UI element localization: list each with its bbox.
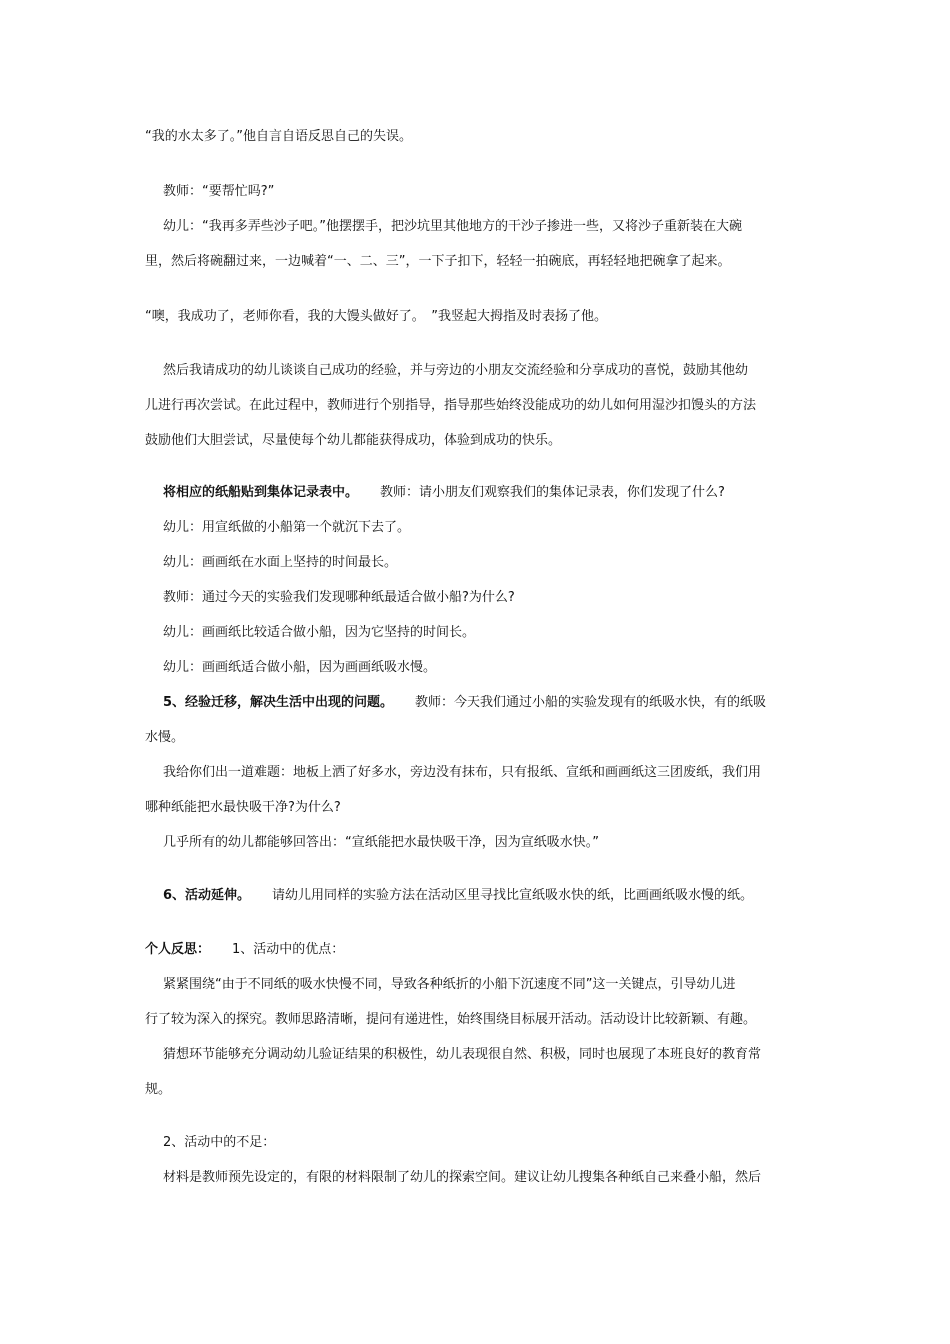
section-heading: 将相应的纸船贴到集体记录表中。 [163,485,359,500]
paragraph-line [163,887,813,905]
section-text: 请幼儿用同样的实验方法在活动区里寻找比宣纸吸水快的纸，比画画纸吸水慢的纸。 [272,888,754,903]
paragraph-line: 教师：通过今天的实验我们发现哪种纸最适合做小船?为什么? [163,590,515,605]
paragraph-line: 然后我请成功的幼儿谈谈自己成功的经验，并与旁边的小朋友交流经验和分享成功的喜悦，鼓励其他幼 [163,363,749,378]
section-heading: 5、经验迁移，解决生活中出现的问题。 [163,695,394,710]
paragraph-line: 幼儿：画画纸比较适合做小船，因为它坚持的时间长。 [163,625,476,640]
paragraph-line: 幼儿：“我再多弄些沙子吧。”他摆摆手，把沙坑里其他地方的干沙子掺进一些，又将沙子重新装在大碗 [163,219,742,234]
paragraph-line: 儿进行再次尝试。在此过程中，教师进行个别指导，指导那些始终没能成功的幼儿如何用湿沙扣馒头的方法 [145,398,757,413]
paragraph-line: 2、活动中的不足： [163,1135,276,1150]
paragraph-line [163,694,813,712]
paragraph-line [145,941,815,959]
paragraph-line: “噢，我成功了，老师你看，我的大馒头做好了。 ”我竖起大拇指及时表扬了他。 [145,309,607,324]
section-text: 教师：今天我们通过小船的实验发现有的纸吸水快，有的纸吸 [415,695,767,710]
section-text: 1、活动中的优点： [232,942,345,957]
section-heading: 个人反思： [145,942,211,957]
paragraph-line: 我给你们出一道难题：地板上洒了好多水，旁边没有抹布，只有报纸、宣纸和画画纸这三团废纸，我们用 [163,765,762,780]
paragraph-line: 鼓励他们大胆尝试，尽量使每个幼儿都能获得成功，体验到成功的快乐。 [145,433,562,448]
section-heading: 6、活动延伸。 [163,888,251,903]
paragraph-line: 水慢。 [145,730,185,745]
paragraph-line: 幼儿：画画纸适合做小船，因为画画纸吸水慢。 [163,660,437,675]
paragraph-line: 幼儿：画画纸在水面上坚持的时间最长。 [163,555,398,570]
paragraph-line [163,484,813,502]
paragraph-line: 里，然后将碗翻过来，一边喊着“一、二、三”，一下子扣下，轻轻一拍碗底，再轻轻地把碗拿了起来。 [145,254,731,269]
paragraph-line: 哪种纸能把水最快吸干净?为什么? [145,800,341,815]
paragraph-line: 几乎所有的幼儿都能够回答出：“宣纸能把水最快吸干净，因为宣纸吸水快。” [163,835,599,850]
paragraph-line: 材料是教师预先设定的，有限的材料限制了幼儿的探索空间。建议让幼儿搜集各种纸自己来叠小船，然后 [163,1170,762,1185]
paragraph-line: 猜想环节能够充分调动幼儿验证结果的积极性，幼儿表现很自然、积极，同时也展现了本班良好的教育常 [163,1047,762,1062]
paragraph-line: 规。 [145,1082,172,1097]
paragraph-line: 幼儿：用宣纸做的小船第一个就沉下去了。 [163,520,411,535]
paragraph-line: 紧紧围绕“由于不同纸的吸水快慢不同，导致各种纸折的小船下沉速度不同”这一关键点，引导幼儿进 [163,977,736,992]
paragraph-line: 教师：“要帮忙吗?” [163,184,275,199]
paragraph-line: 行了较为深入的探究。教师思路清晰，提问有递进性，始终围绕目标展开活动。活动设计比较新颖、有趣。 [145,1012,757,1027]
paragraph-line: “我的水太多了。”他自言自语反思自己的失误。 [145,129,412,144]
section-text: 教师：请小朋友们观察我们的集体记录表，你们发现了什么? [380,485,725,500]
